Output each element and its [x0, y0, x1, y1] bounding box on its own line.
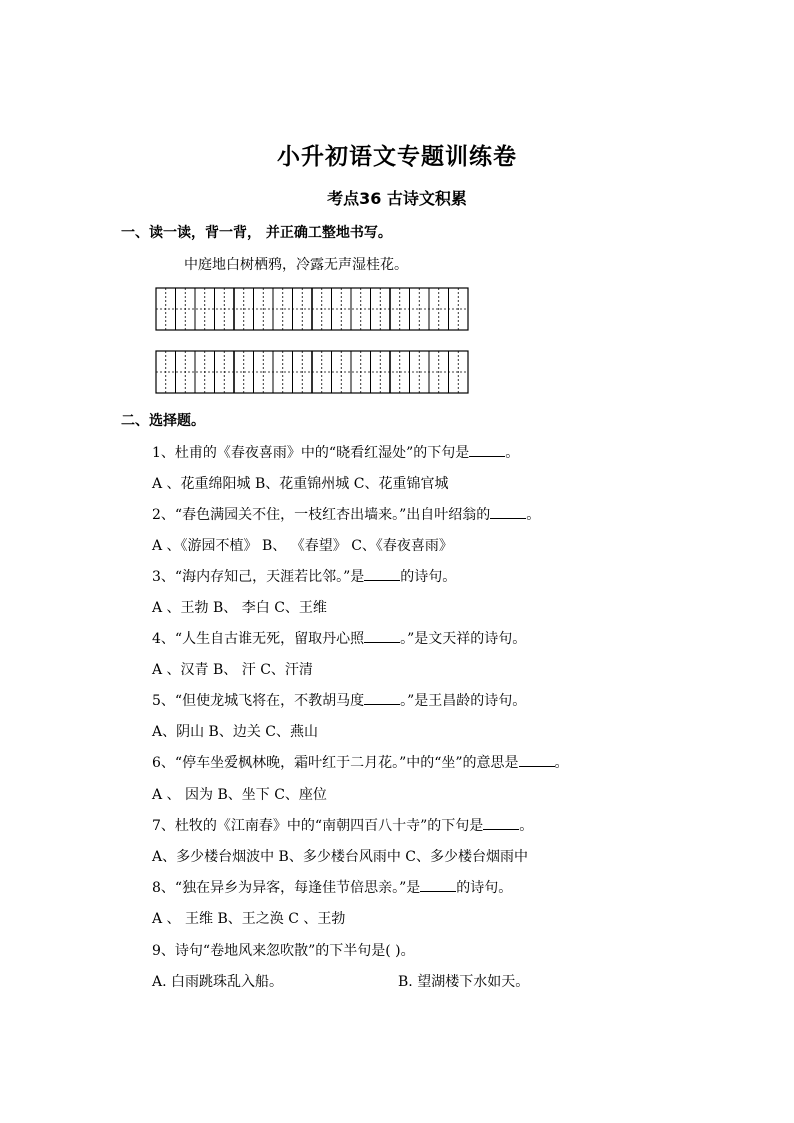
question-9-option-b: B. 望湖楼下水如天。	[398, 974, 530, 990]
question-text-end: 的诗句。	[400, 569, 457, 585]
question-3	[152, 566, 456, 586]
answer-blank[interactable]	[519, 754, 555, 767]
question-text: 3、“海内存知己，天涯若比邻。”是	[152, 569, 365, 585]
question-4	[152, 628, 526, 648]
answer-blank[interactable]	[364, 692, 400, 705]
question-text: 4、“人生自古谁无死，留取丹心照	[152, 631, 365, 647]
writing-grid-row-1[interactable]	[155, 287, 469, 329]
section2-heading: 二、选择题。	[121, 413, 205, 429]
question-1-options: A 、花重绵阳城 B、花重锦州城 C、花重锦官城	[152, 476, 449, 492]
question-text: 8、“独在异乡为异客，每逢佳节倍思亲。”是	[152, 880, 421, 896]
question-text-end: 。	[526, 507, 541, 523]
question-9: 9、诗句“卷地风来忽吹散”的下半句是( )。	[152, 943, 415, 959]
question-3-options: A 、王勃 B、 李白 C、王维	[152, 600, 327, 616]
page-title: 小升初语文专题训练卷	[277, 144, 517, 170]
answer-blank[interactable]	[364, 568, 400, 581]
question-1	[152, 442, 519, 462]
page-subtitle: 考点36 古诗文积累	[327, 189, 467, 208]
writing-grid-row-2[interactable]	[155, 350, 469, 392]
question-text: 5、“但使龙城飞将在，不教胡马度	[152, 693, 365, 709]
question-8	[152, 877, 512, 897]
question-text: 7、杜牧的《江南春》中的“南朝四百八十寺”的下句是	[152, 818, 484, 834]
question-4-options: A 、汉青 B、 汗 C、汗清	[152, 662, 313, 678]
question-9-option-a: A. 白雨跳珠乱入船。	[152, 974, 284, 990]
question-5-options: A、阴山 B、边关 C、燕山	[152, 724, 319, 740]
question-text-end: 。	[505, 445, 520, 461]
question-text-end: 。”是王昌龄的诗句。	[400, 693, 527, 709]
question-7-options: A、多少楼台烟波中 B、多少楼台风雨中 C、多少楼台烟雨中	[152, 849, 529, 865]
poem-line: 中庭地白树栖鸦，冷露无声湿桂花。	[184, 257, 408, 273]
question-text-end: 。	[519, 818, 534, 834]
question-6-options: A 、 因为 B、坐下 C、座位	[152, 787, 327, 803]
question-2-options: A 、《游园不植》 B、 《春望》 C、《春夜喜雨》	[152, 538, 453, 554]
question-text-end: 的诗句。	[456, 880, 513, 896]
question-text-end: 。	[554, 755, 569, 771]
answer-blank[interactable]	[490, 506, 526, 519]
answer-blank[interactable]	[364, 630, 400, 643]
question-5	[152, 690, 526, 710]
question-text: 2、“春色满园关不住，一枝红杏出墙来。”出自叶绍翁的	[152, 507, 491, 523]
question-6	[152, 752, 569, 772]
section1-heading: 一、读一读，背一背， 并正确工整地书写。	[121, 225, 392, 241]
answer-blank[interactable]	[420, 879, 456, 892]
answer-blank[interactable]	[483, 817, 519, 830]
question-8-options: A 、 王维 B、王之涣 C 、王勃	[152, 911, 346, 927]
question-text: 6、“停车坐爱枫林晚，霜叶红于二月花。”中的“坐”的意思是	[152, 755, 519, 771]
question-text: 1、杜甫的《春夜喜雨》中的“晓看红湿处”的下句是	[152, 445, 470, 461]
question-text-end: 。”是文天祥的诗句。	[400, 631, 527, 647]
question-2	[152, 504, 540, 524]
answer-blank[interactable]	[469, 444, 505, 457]
question-7	[152, 815, 533, 835]
